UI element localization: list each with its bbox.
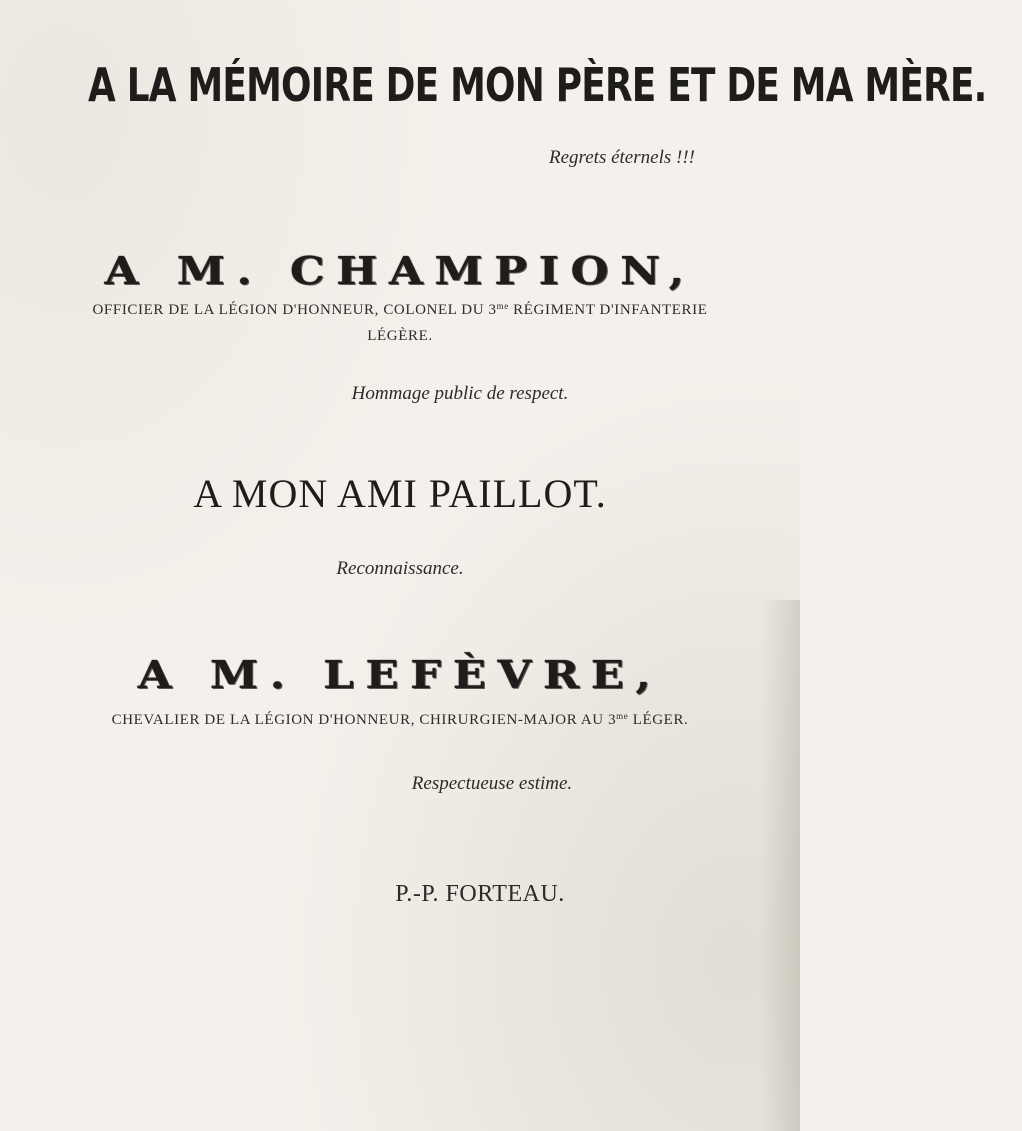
author-signature: P.-P. FORTEAU. — [395, 881, 565, 907]
second-honoree-description-text: CHEVALIER DE LA LÉGION D'HONNEUR, CHIRURGIEN-MAJOR AU 3 — [111, 712, 617, 728]
second-honoree-sentiment: Respectueuse estime. — [411, 773, 573, 794]
friend-sentiment: Reconnaissance. — [336, 558, 464, 579]
friend-dedication: A MON AMI PAILLOT. — [193, 471, 607, 516]
second-honoree-description-text-end: LÉGER. — [628, 712, 689, 728]
first-honoree-description-text-end: RÉGIMENT D'INFANTERIE — [508, 302, 708, 318]
first-honoree-name: A M. CHAMPION, — [104, 248, 696, 293]
second-honoree-description — [0, 712, 800, 729]
first-honoree-description — [0, 302, 800, 319]
dedication-title: A LA MÉMOIRE DE MON PÈRE ET DE MA MÈRE. — [88, 58, 987, 112]
second-honoree-name: A M. LEFÈVRE, — [137, 652, 663, 697]
regiment-ordinal-suffix: me — [496, 301, 509, 311]
dedication-subtitle: Regrets éternels !!! — [549, 147, 695, 168]
first-honoree-description-text: OFFICIER DE LA LÉGION D'HONNEUR, COLONEL DU 3 — [92, 302, 497, 318]
first-honoree-description-continued: LÉGÈRE. — [367, 328, 433, 344]
regiment-ordinal-suffix: me — [616, 711, 629, 721]
first-honoree-sentiment: Hommage public de respect. — [351, 383, 569, 404]
